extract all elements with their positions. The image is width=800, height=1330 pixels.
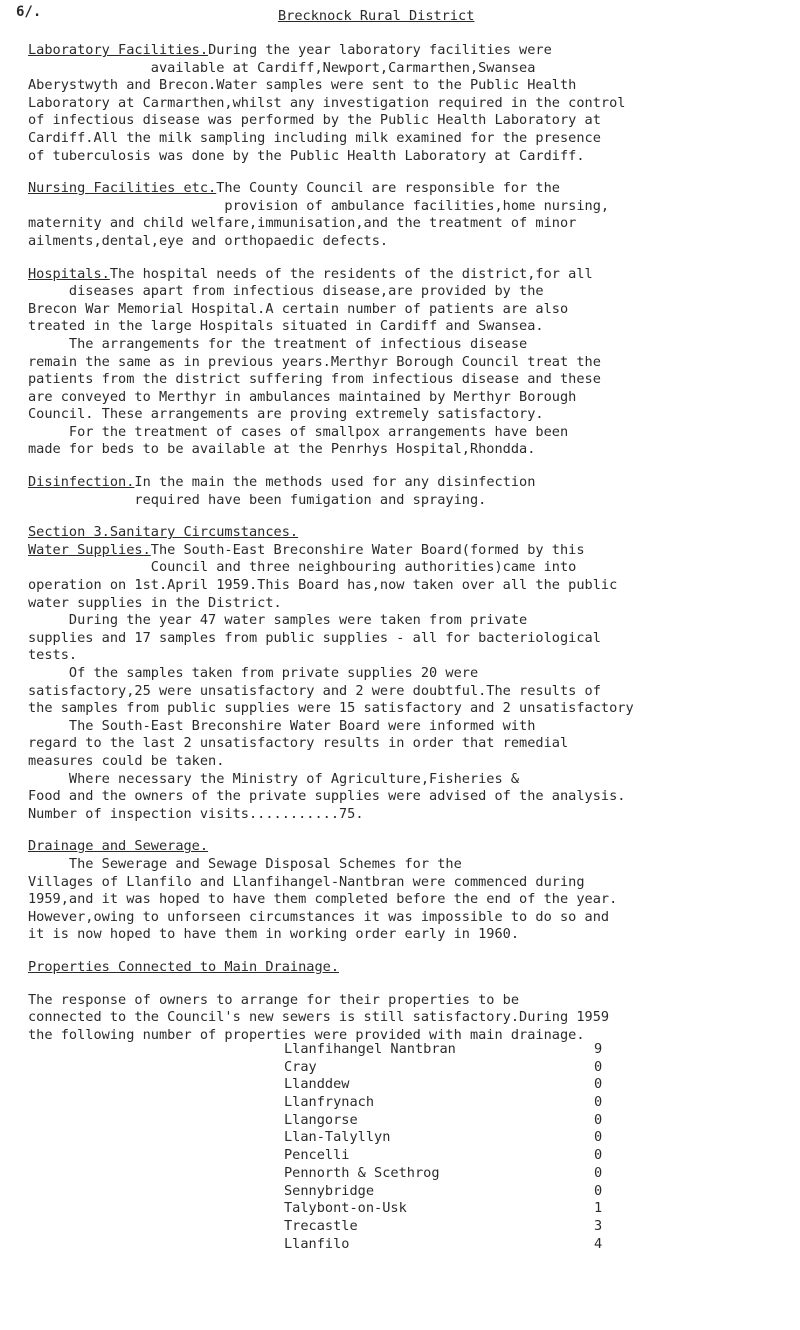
section-hospitals — [28, 266, 788, 460]
paragraph-line: For the treatment of cases of smallpox arrangements have been — [28, 423, 569, 440]
section-3-heading: Section 3.Sanitary Circumstances. — [28, 524, 299, 541]
property-count: 9 — [594, 1041, 603, 1058]
paragraph-line: However,owing to unforseen circumstances it was impossible to do so and — [28, 908, 610, 925]
paragraph-line: supplies and 17 samples from public supplies - all for bacteriological — [28, 629, 601, 646]
property-count: 3 — [594, 1217, 603, 1234]
property-count: 0 — [594, 1164, 603, 1181]
page-title: Brecknock Rural District — [278, 8, 475, 24]
properties-heading: Properties Connected to Main Drainage. — [28, 958, 339, 975]
property-count: 0 — [594, 1129, 603, 1146]
property-count: 0 — [594, 1076, 603, 1093]
paragraph-line: are conveyed to Merthyr in ambulances maintained by Merthyr Borough — [28, 388, 577, 405]
paragraph-line: Laboratory at Carmarthen,whilst any investigation required in the control — [28, 94, 626, 111]
paragraph-line: Villages of Llanfilo and Llanfihangel-Nantbran were commenced during — [28, 873, 585, 890]
paragraph-line: the samples from public supplies were 15 satisfactory and 2 unsatisfactory — [28, 700, 634, 717]
section-nursing — [28, 180, 788, 250]
parish-name: Cray — [284, 1058, 317, 1075]
section-disinfection — [28, 474, 788, 509]
table-row — [284, 1218, 602, 1236]
section-properties — [28, 959, 788, 1044]
parish-name: Llanddew — [284, 1076, 350, 1093]
paragraph-line: treated in the large Hospitals situated in Cardiff and Swansea. — [28, 318, 544, 335]
paragraph-line: satisfactory,25 were unsatisfactory and 2 were doubtful.The results of — [28, 682, 601, 699]
paragraph-line: Council. These arrangements are proving extremely satisfactory. — [28, 406, 544, 423]
paragraph-line: ailments,dental,eye and orthopaedic defects. — [28, 232, 389, 249]
paragraph-line: In the main the methods used for any disinfection — [134, 474, 536, 491]
paragraph-line: connected to the Council's new sewers is still satisfactory.During 1959 — [28, 1009, 610, 1026]
paragraph-line: available at Cardiff,Newport,Carmarthen,Swansea — [28, 59, 536, 76]
page-number-mark: 6/. — [16, 4, 42, 20]
parish-name: Llanfrynach — [284, 1094, 375, 1111]
table-row — [284, 1236, 602, 1254]
parish-name: Llangorse — [284, 1111, 358, 1128]
property-count: 4 — [594, 1235, 603, 1252]
paragraph-line: The South-East Breconshire Water Board(formed by this — [150, 541, 585, 558]
property-count: 0 — [594, 1094, 603, 1111]
paragraph-line: remain the same as in previous years.Merthyr Borough Council treat the — [28, 353, 601, 370]
property-count: 0 — [594, 1058, 603, 1075]
paragraph-line: 1959,and it was hoped to have them completed before the end of the year. — [28, 891, 618, 908]
section-sanitary-circumstances — [28, 524, 788, 823]
paragraph-line: provision of ambulance facilities,home nursing, — [28, 197, 610, 214]
table-row — [284, 1165, 602, 1183]
paragraph-line: tests. — [28, 647, 78, 664]
paragraph-line: Council and three neighbouring authorities)came into — [28, 559, 577, 576]
nursing-heading: Nursing Facilities etc. — [28, 180, 217, 197]
paragraph-line: patients from the district suffering from infectious disease and these — [28, 371, 601, 388]
paragraph-line: it is now hoped to have them in working order early in 1960. — [28, 926, 520, 943]
disinfection-heading: Disinfection. — [28, 474, 135, 491]
table-row — [284, 1094, 602, 1112]
paragraph-line: Food and the owners of the private supplies were advised of the analysis. — [28, 788, 626, 805]
water-supplies-heading: Water Supplies. — [28, 541, 151, 558]
paragraph-line: made for beds to be available at the Penrhys Hospital,Rhondda. — [28, 441, 536, 458]
paragraph-line: Of the samples taken from private supplies 20 were — [28, 665, 479, 681]
paragraph-line: water supplies in the District. — [28, 594, 282, 611]
paragraph-line: of infectious disease was performed by the Public Health Laboratory at — [28, 112, 601, 129]
paragraph-line: Where necessary the Ministry of Agriculture,Fisheries & — [28, 770, 520, 787]
hospitals-heading: Hospitals. — [28, 265, 110, 282]
parish-name: Talybont-on-Usk — [284, 1200, 407, 1217]
paragraph-line: the following number of properties were provided with main drainage. — [28, 1026, 585, 1043]
parish-name: Pencelli — [284, 1147, 350, 1164]
property-count: 0 — [594, 1147, 603, 1164]
paragraph-line: The South-East Breconshire Water Board were informed with — [28, 717, 536, 734]
property-count: 0 — [594, 1182, 603, 1199]
paragraph-line: Number of inspection visits...........75. — [28, 805, 364, 822]
property-count: 1 — [594, 1200, 603, 1217]
parish-name: Trecastle — [284, 1217, 358, 1234]
paragraph-line: measures could be taken. — [28, 752, 225, 769]
paragraph-line: The County Council are responsible for the — [216, 180, 560, 197]
table-row — [284, 1183, 602, 1201]
laboratory-heading: Laboratory Facilities. — [28, 42, 209, 58]
paragraph-line: The hospital needs of the residents of the district,for all — [109, 265, 593, 282]
table-row — [284, 1147, 602, 1165]
table-row — [284, 1129, 602, 1147]
paragraph-line: required have been fumigation and spraying. — [28, 491, 487, 508]
paragraph-line: The Sewerage and Sewage Disposal Schemes for the — [28, 855, 462, 872]
page-header — [16, 4, 788, 42]
table-row — [284, 1112, 602, 1130]
paragraph-line: During the year laboratory facilities were — [208, 42, 552, 58]
parish-name: Llanfihangel Nantbran — [284, 1041, 456, 1058]
paragraph-line: of tuberculosis was done by the Public Health Laboratory at Cardiff. — [28, 147, 585, 164]
paragraph-line: maternity and child welfare,immunisation,and the treatment of minor — [28, 215, 577, 232]
section-drainage — [28, 838, 788, 944]
paragraph-line: Aberystwyth and Brecon.Water samples were sent to the Public Health — [28, 77, 577, 94]
drainage-heading: Drainage and Sewerage. — [28, 838, 209, 855]
paragraph-line: The response of owners to arrange for their properties to be — [28, 991, 520, 1008]
parish-name: Pennorth & Scethrog — [284, 1164, 440, 1181]
table-row — [284, 1200, 602, 1218]
section-laboratory — [28, 42, 788, 165]
paragraph-line: regard to the last 2 unsatisfactory results in order that remedial — [28, 735, 569, 752]
paragraph-line: operation on 1st.April 1959.This Board has,now taken over all the public — [28, 577, 618, 594]
properties-table — [284, 1041, 602, 1253]
paragraph-line: During the year 47 water samples were taken from private — [28, 612, 528, 629]
paragraph-line: Brecon War Memorial Hospital.A certain number of patients are also — [28, 300, 569, 317]
table-row — [284, 1059, 602, 1077]
paragraph-line: diseases apart from infectious disease,are provided by the — [28, 283, 544, 300]
parish-name: Sennybridge — [284, 1182, 375, 1199]
property-count: 0 — [594, 1111, 603, 1128]
table-row — [284, 1041, 602, 1059]
parish-name: Llan-Talyllyn — [284, 1129, 391, 1146]
table-row — [284, 1076, 602, 1094]
document-page — [16, 4, 788, 1044]
paragraph-line: The arrangements for the treatment of infectious disease — [28, 335, 528, 352]
paragraph-line: Cardiff.All the milk sampling including milk examined for the presence — [28, 129, 601, 146]
parish-name: Llanfilo — [284, 1235, 350, 1252]
